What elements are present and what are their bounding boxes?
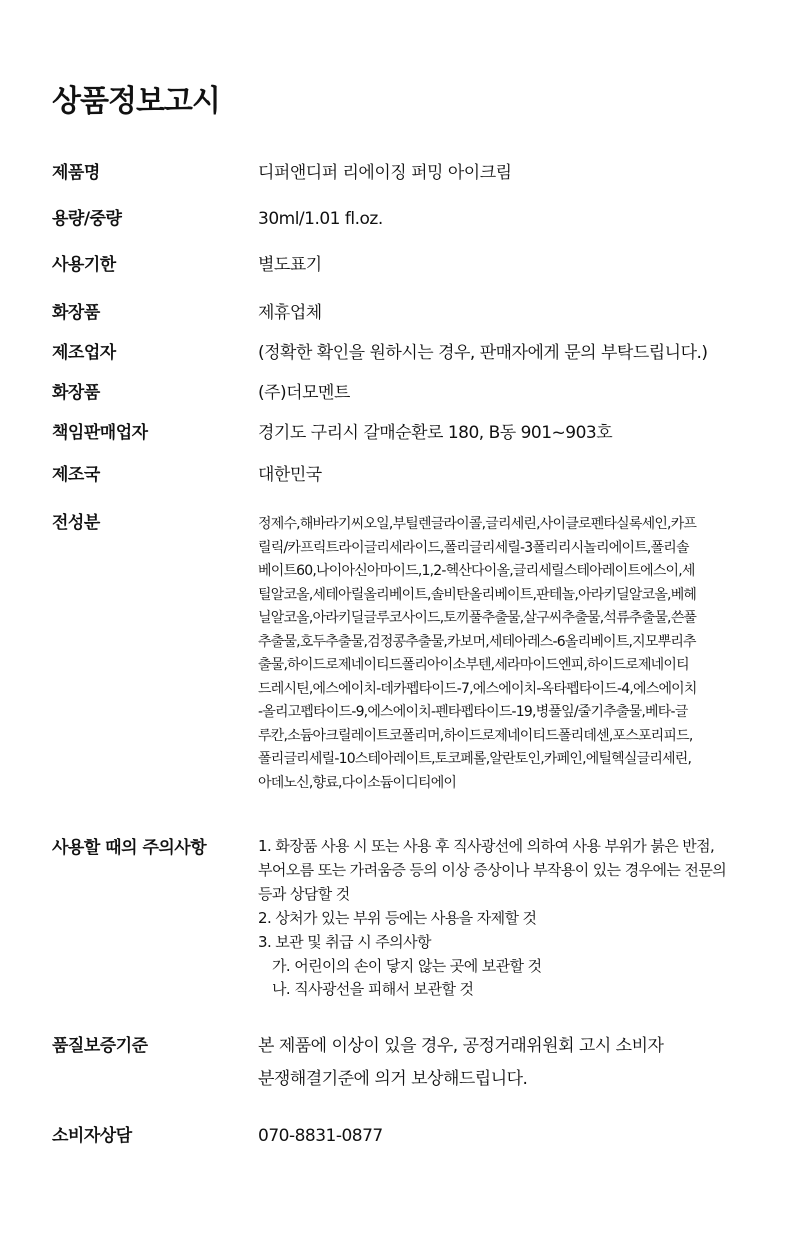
value-ingredients [258, 513, 748, 795]
cautions-line: 1. 화장품 사용 시 또는 사용 후 직사광선에 의하여 사용 부위가 붉은 반점, [258, 837, 715, 855]
label-capacity: 용량/중량 [52, 209, 122, 229]
value-manufacturer [258, 293, 748, 373]
ingredients-line: 루칸,소듐아크릴레이트코폴리머,하이드로제네이티드폴리데센,포스포리피드, [258, 727, 693, 744]
value-seller-line: (주)더모멘트 [258, 383, 350, 403]
value-manufacturer-line: (정확한 확인을 원하시는 경우, 판매자에게 문의 부탁드립니다.) [258, 343, 708, 363]
cautions-line: 등과 상담할 것 [258, 884, 350, 903]
label-seller [52, 373, 252, 453]
value-consumer-service: 070-8831-0877 [258, 1126, 383, 1146]
ingredients-line: 폴리글리세릴-10스테아레이트,토코페롤,알란토인,카페인,에틸헥실글리세린, [258, 751, 692, 767]
ingredients-line: 아데노신,향료,다이소듐이디티에이 [258, 774, 457, 791]
cautions-line: 가. 어린이의 손이 닿지 않는 곳에 보관할 것 [272, 956, 542, 975]
cautions-line: 2. 상처가 있는 부위 등에는 사용을 자제할 것 [258, 908, 537, 927]
label-ingredients: 전성분 [52, 513, 100, 533]
row-guarantee [52, 1026, 752, 1106]
value-product-name: 디퍼앤디퍼 리에이징 퍼밍 아이크림 [258, 163, 512, 183]
ingredients-line: 베이트60,나이아신아마이드,1,2-헥산다이올,글리세릴스테아레이트에스이,세 [258, 563, 695, 579]
cautions-line: 나. 직사광선을 피해서 보관할 것 [272, 980, 474, 999]
value-capacity: 30ml/1.01 fl.oz. [258, 209, 383, 229]
guarantee-line: 본 제품에 이상이 있을 경우, 공정거래위원회 고시 소비자 [258, 1036, 664, 1056]
cautions-line: 3. 보관 및 취급 시 주의사항 [258, 932, 431, 951]
label-cautions: 사용할 때의 주의사항 [52, 838, 207, 858]
row-consumer-service [52, 1116, 752, 1156]
label-seller-line: 책임판매업자 [52, 423, 148, 443]
ingredients-line: 릴릭/카프릭트라이글리세라이드,폴리글리세릴-3폴리리시놀리에이트,폴리솔 [258, 539, 689, 556]
row-cautions [52, 828, 752, 1008]
row-expiry [52, 245, 752, 285]
value-seller [258, 373, 748, 453]
value-seller-line: 경기도 구리시 갈매순환로 180, B동 901~903호 [258, 423, 613, 443]
page-title: 상품정보고시 [52, 84, 220, 119]
label-manufacturer-line: 화장품 [52, 303, 100, 323]
ingredients-line: 닐알코올,아라키딜글루코사이드,토끼풀추출물,살구씨추출물,석류추출물,쓴풀 [258, 610, 697, 626]
label-expiry: 사용기한 [52, 255, 116, 275]
ingredients-line: -올리고펩타이드-9,에스에이치-펜타펩타이드-19,병풀잎/줄기추출물,베타-글 [258, 704, 688, 720]
row-capacity [52, 199, 752, 239]
label-product-name: 제품명 [52, 163, 100, 183]
ingredients-line: 출물,하이드로제네이티드폴리아이소부텐,세라마이드엔피,하이드로제네이티 [258, 657, 689, 673]
label-seller-line: 화장품 [52, 383, 100, 403]
ingredients-line: 드레시틴,에스에이치-데카펩타이드-7,에스에이치-옥타펩타이드-4,에스에이치 [258, 680, 697, 697]
row-seller [52, 373, 752, 453]
guarantee-line: 분쟁해결기준에 의거 보상해드립니다. [258, 1069, 528, 1089]
value-guarantee [258, 1030, 748, 1096]
label-guarantee: 품질보증기준 [52, 1036, 148, 1056]
label-manufacturer [52, 293, 252, 373]
row-manufacturer [52, 293, 752, 373]
value-expiry: 별도표기 [258, 255, 322, 275]
ingredients-line: 추출물,호두추출물,검정콩추출물,카보머,세테아레스-6올리베이트,지모뿌리추 [258, 633, 696, 650]
label-country: 제조국 [52, 465, 100, 485]
label-consumer-service: 소비자상담 [52, 1126, 132, 1146]
value-country: 대한민국 [258, 465, 322, 485]
ingredients-line: 틸알코올,세테아릴올리베이트,솔비탄올리베이트,판테놀,아라키딜알코올,베헤 [258, 586, 697, 603]
cautions-line: 부어오름 또는 가려움증 등의 이상 증상이나 부작용이 있는 경우에는 전문의 [258, 860, 727, 879]
row-country [52, 455, 752, 495]
value-manufacturer-line: 제휴업체 [258, 303, 322, 323]
row-product-name [52, 153, 752, 193]
row-ingredients [52, 503, 752, 803]
ingredients-line: 정제수,해바라기씨오일,부틸렌글라이콜,글리세린,사이클로펜타실록세인,카프 [258, 516, 697, 532]
label-manufacturer-line: 제조업자 [52, 343, 116, 363]
value-cautions [258, 835, 758, 1002]
